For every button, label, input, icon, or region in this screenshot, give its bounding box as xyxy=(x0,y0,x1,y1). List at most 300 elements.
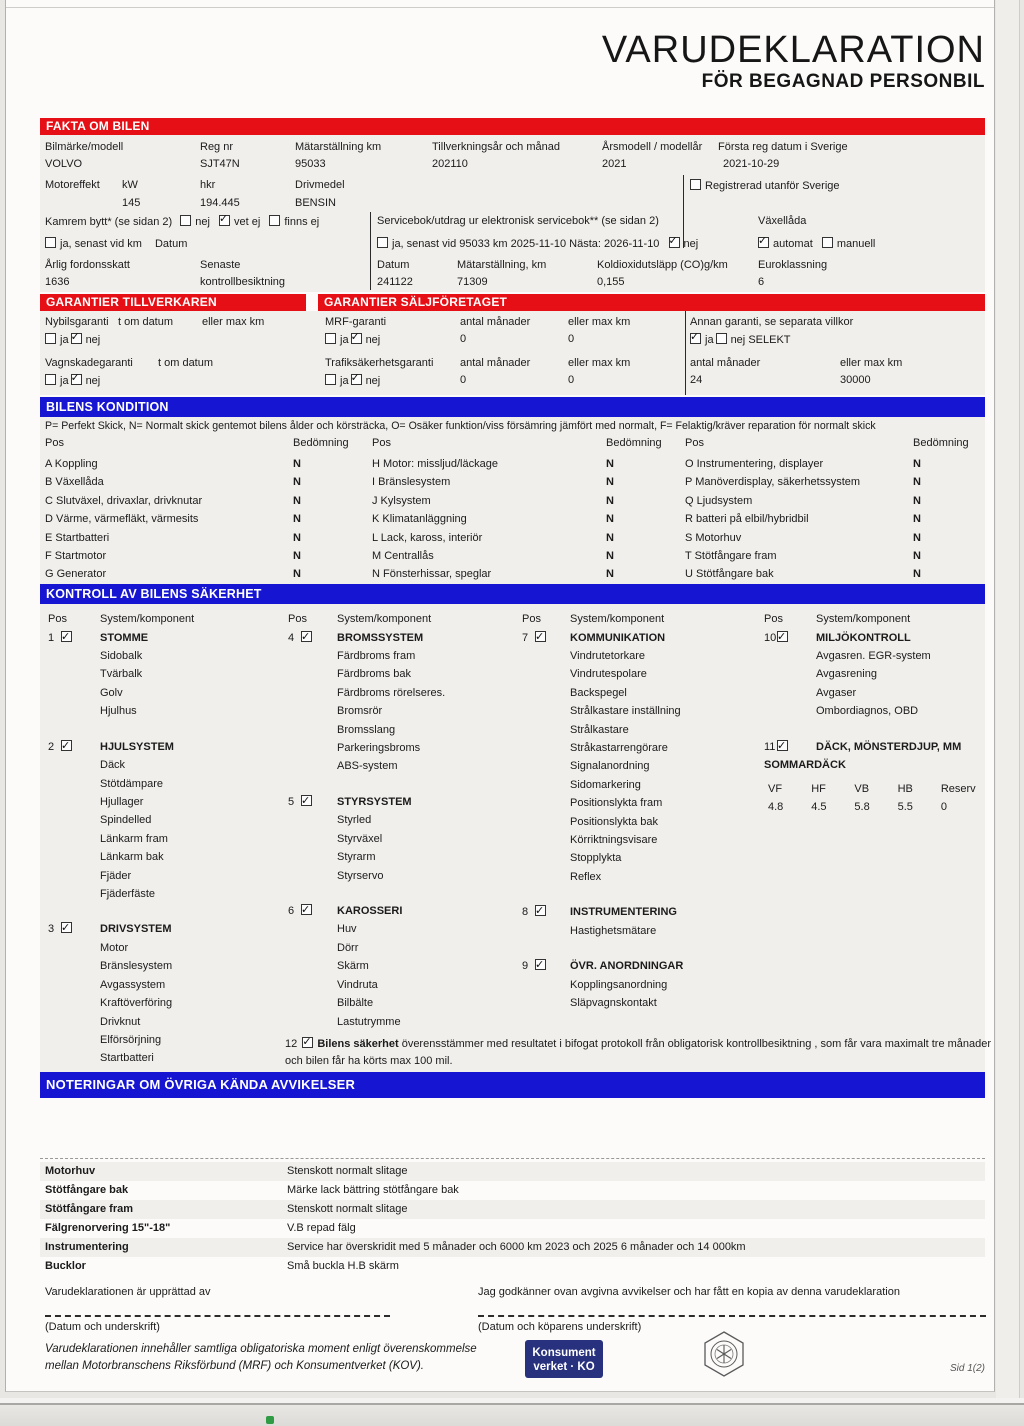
kondition-grade: N xyxy=(606,476,614,489)
component-item: Styrarm xyxy=(337,851,376,864)
kamrem-finnsej-checkbox[interactable] xyxy=(269,215,280,226)
kondition-section xyxy=(40,417,985,584)
garantier-section xyxy=(40,311,985,395)
matarstallning-label: Mätarställning km xyxy=(295,141,382,153)
annan-manader-value: 24 xyxy=(690,374,703,386)
drivmedel-value: BENSIN xyxy=(295,197,336,209)
noteringar-row xyxy=(40,1200,985,1219)
sommardack-label: SOMMARDÄCK xyxy=(764,759,846,772)
component-item: Bilbälte xyxy=(337,997,374,1010)
item12-bold: Bilens säkerhet xyxy=(317,1038,399,1050)
divider xyxy=(685,311,686,395)
tyre-depth-value: 0 xyxy=(940,801,947,814)
page-title: VARUDEKLARATION xyxy=(601,29,985,71)
group-title: MILJÖKONTROLL xyxy=(816,631,911,644)
component-item: Vindrutespolare xyxy=(570,668,647,681)
kondition-row xyxy=(45,529,370,547)
component-item: Drivknut xyxy=(100,1015,141,1028)
euro-value: 6 xyxy=(758,276,765,288)
nej-label: nej xyxy=(730,334,746,346)
status-dot-icon xyxy=(266,1416,274,1424)
vagnskade-ja-checkbox[interactable] xyxy=(45,374,56,385)
component-item: Kopplingsanordning xyxy=(570,978,668,991)
component-item: Sidomarkering xyxy=(570,778,641,791)
trafik-label: Trafiksäkerhetsgaranti xyxy=(325,357,434,369)
kondition-row xyxy=(45,510,370,528)
component-item: Länkarm fram xyxy=(100,832,168,845)
annan-max-label: eller max km xyxy=(840,357,903,369)
kondition-grade: N xyxy=(293,568,301,581)
komponent-header: System/komponent xyxy=(570,613,665,625)
kondition-item-label: O Instrumentering, displayer xyxy=(685,458,824,470)
kommunikation-checkbox[interactable] xyxy=(535,631,546,642)
pos-header: Pos xyxy=(685,437,704,449)
sakerhet-section xyxy=(40,604,985,1072)
kondition-item-label: C Slutväxel, drivaxlar, drivknutar xyxy=(45,494,203,507)
noteringar-label: Stötfångare fram xyxy=(45,1203,134,1215)
noteringar-value: Små buckla H.B skärm xyxy=(287,1260,399,1272)
vagnskade-label: Vagnskadegaranti xyxy=(45,357,133,369)
group-title: KOMMUNIKATION xyxy=(570,631,666,644)
skatt-label: Årlig fordonsskatt xyxy=(45,259,130,271)
component-item: Strålkastare inställning xyxy=(570,705,681,718)
kondition-row xyxy=(372,510,682,528)
pos-header: Pos xyxy=(764,613,783,625)
group-pos: 10 xyxy=(764,631,777,644)
component-item: Startbatteri xyxy=(100,1052,154,1065)
kamrem-datum-label: Datum xyxy=(154,238,188,250)
kondition-item-label: P Manöverdisplay, säkerhetssystem xyxy=(685,476,861,489)
karosseri-checkbox[interactable] xyxy=(301,904,312,915)
regnr-label: Reg nr xyxy=(200,141,234,153)
group-ovr-anordningar xyxy=(522,957,747,1012)
trafik-manader-value: 0 xyxy=(460,374,467,386)
euro-label: Euroklassning xyxy=(758,259,828,271)
service-nej-label: nej xyxy=(683,238,699,250)
kondition-row xyxy=(45,565,370,583)
nybils-nej-checkbox[interactable] xyxy=(71,333,82,344)
arsmodell-value: 2021 xyxy=(602,158,627,170)
divider xyxy=(370,212,371,290)
kondition-item-label: D Värme, värmefläkt, värmesits xyxy=(45,513,199,526)
group-pos: 1 xyxy=(48,631,55,644)
kondition-item-label: F Startmotor xyxy=(45,549,107,562)
component-item: Färdbroms bak xyxy=(337,668,411,681)
co2-value: 0,155 xyxy=(597,276,625,288)
hkr-label: hkr xyxy=(200,179,216,191)
group-kommunikation xyxy=(522,629,747,887)
component-item: Elförsörjning xyxy=(100,1033,162,1046)
annan-extra-value: SELEKT xyxy=(748,334,791,346)
badge-line1: Konsument xyxy=(532,1347,596,1359)
instrumentering-checkbox[interactable] xyxy=(535,905,546,916)
kondition-row xyxy=(372,547,682,565)
noteringar-row xyxy=(40,1257,985,1276)
component-item: Ombordiagnos, OBD xyxy=(816,705,919,718)
kamrem-label: Kamrem bytt* (se sidan 2) xyxy=(45,216,173,228)
bilmarke-value: VOLVO xyxy=(45,158,83,170)
annan-manader-label: antal månader xyxy=(690,357,761,369)
kondition-item-label: M Centrallås xyxy=(372,549,434,562)
component-item: Golv xyxy=(100,686,123,699)
senaste-label2: kontrollbesiktning xyxy=(200,276,285,288)
kondition-item-label: N Fönsterhissar, speglar xyxy=(372,568,492,581)
group-pos: 6 xyxy=(288,904,295,917)
component-item: Tvärbalk xyxy=(100,668,143,681)
component-item: Hjullager xyxy=(100,795,144,808)
mrf-nej-checkbox[interactable] xyxy=(351,333,362,344)
kondition-row xyxy=(45,473,370,491)
reg-utanfor-checkbox[interactable] xyxy=(690,179,701,190)
mrf-max-label: eller max km xyxy=(568,316,631,328)
pos-header: Pos xyxy=(45,437,64,449)
kondition-row xyxy=(372,529,682,547)
hjulsystem-checkbox[interactable] xyxy=(61,740,72,751)
group-title: DRIVSYSTEM xyxy=(100,923,172,936)
group-title: STOMME xyxy=(100,631,149,644)
kondition-item-label: R batteri på elbil/hybridbil xyxy=(685,513,809,526)
group-title: INSTRUMENTERING xyxy=(570,906,677,919)
kamrem-ja-checkbox[interactable] xyxy=(45,237,56,248)
motoreffekt-label: Motoreffekt xyxy=(45,179,100,191)
page-top-border xyxy=(6,7,994,8)
trafik-nej-checkbox[interactable] xyxy=(351,374,362,385)
bedomning-header: Bedömning xyxy=(913,437,969,449)
kondition-row xyxy=(45,492,370,510)
component-item: Släpvagnskontakt xyxy=(570,997,657,1010)
matarstallning2-label: Mätarställning, km xyxy=(457,259,547,271)
kamrem-finnsej-label: finns ej xyxy=(284,216,320,228)
kondition-grade: N xyxy=(606,513,614,526)
kamrem-nej-checkbox[interactable] xyxy=(180,215,191,226)
kondition-item-label: J Kylsystem xyxy=(372,494,431,507)
kondition-grade: N xyxy=(606,458,614,470)
noteringar-row xyxy=(40,1219,985,1238)
bottom-scrollbar[interactable] xyxy=(0,1405,1024,1426)
nybils-tom-label: t om datum xyxy=(118,316,174,328)
noteringar-label: Instrumentering xyxy=(45,1241,129,1253)
nybils-max-label: eller max km xyxy=(202,316,265,328)
component-item: Bränslesystem xyxy=(100,960,173,973)
garantier-tillverkaren-banner: GARANTIER TILLVERKAREN xyxy=(40,294,306,311)
noteringar-value: Stenskott normalt slitage xyxy=(287,1165,408,1177)
tyre-depth-value: 4.8 xyxy=(768,801,784,814)
noteringar-label: Motorhuv xyxy=(45,1165,96,1177)
group-pos: 11 xyxy=(764,740,776,753)
matarstallning2-value: 71309 xyxy=(457,276,488,288)
senaste-label: Senaste xyxy=(200,259,241,271)
item12-checkbox[interactable] xyxy=(302,1037,313,1048)
kondition-item-label: E Startbatteri xyxy=(45,531,110,544)
ja-label: ja xyxy=(60,334,69,346)
kondition-grade: N xyxy=(606,568,614,581)
noteringar-value: Stenskott normalt slitage xyxy=(287,1203,408,1215)
service-nej-checkbox[interactable] xyxy=(669,237,680,248)
nybils-label: Nybilsgaranti xyxy=(45,316,109,328)
datum-label: Datum xyxy=(377,259,410,271)
ja-label: ja xyxy=(60,375,69,387)
component-item: Länkarm bak xyxy=(100,851,164,864)
component-item: Fjäderfäste xyxy=(100,887,156,900)
component-item: Spindelled xyxy=(100,814,152,827)
tyre-position-label: Reserv xyxy=(940,783,976,796)
ovr-anordningar-checkbox[interactable] xyxy=(535,959,546,970)
service-ja-checkbox[interactable] xyxy=(377,237,388,248)
component-item: Bromsrör xyxy=(337,705,383,718)
service-label: Servicebok/utdrag ur elektronisk servicebok** (se sidan 2) xyxy=(377,215,659,227)
prepared-by-label: Varudeklarationen är upprättad av xyxy=(45,1286,211,1298)
kondition-item-label: I Bränslesystem xyxy=(372,476,451,489)
tyre-position-label: HB xyxy=(897,783,913,796)
sakerhet-column-2 xyxy=(288,610,513,1031)
vagnskade-tom-label: t om datum xyxy=(158,357,214,369)
noteringar-banner: NOTERINGAR OM ÖVRIGA KÄNDA AVVIKELSER xyxy=(40,1072,985,1098)
kondition-row xyxy=(685,510,985,528)
group-hjulsystem xyxy=(48,738,283,904)
nej-label: nej xyxy=(85,375,101,387)
component-item: Däck xyxy=(100,759,126,772)
kamrem-nej-label: nej xyxy=(195,216,210,228)
sakerhet-column-4 xyxy=(764,610,984,816)
tyre-depth-value: 5.8 xyxy=(854,801,870,814)
component-item: Signalanordning xyxy=(570,760,650,773)
kondition-grade: N xyxy=(606,494,614,507)
group-pos: 8 xyxy=(522,906,529,919)
kamrem-vetej-checkbox[interactable] xyxy=(219,215,230,226)
ja-label: ja xyxy=(340,375,349,387)
component-item: Avgassystem xyxy=(100,978,166,991)
kondition-grade: N xyxy=(293,458,301,470)
noteringar-value: Märke lack bättring stötfångare bak xyxy=(287,1184,459,1196)
trafik-ja-checkbox[interactable] xyxy=(325,374,336,385)
legal-text-line2: mellan Motorbranschens Riksförbund (MRF) och Konsumentverket (KOV). xyxy=(45,1360,425,1372)
mrf-logo-icon xyxy=(700,1330,748,1383)
kondition-grade: N xyxy=(913,531,921,544)
komponent-header: System/komponent xyxy=(100,613,195,625)
group-pos: 4 xyxy=(288,631,295,644)
noteringar-label: Bucklor xyxy=(45,1260,86,1272)
datum-value: 241122 xyxy=(377,276,413,288)
component-item: ABS-system xyxy=(337,760,398,773)
group-title: DÄCK, MÖNSTERDJUP, MM xyxy=(816,740,962,753)
komponent-header: System/komponent xyxy=(337,613,432,625)
mrf-label: MRF-garanti xyxy=(325,316,387,328)
trafik-max-value: 0 xyxy=(568,374,575,386)
mrf-manader-label: antal månader xyxy=(460,316,531,328)
noteringar-value: V.B repad fälg xyxy=(287,1222,356,1234)
kondition-item-label: K Klimatanläggning xyxy=(372,513,467,526)
approve-label: Jag godkänner ovan avgivna avvikelser och har fått en kopia av denna varudeklaration xyxy=(478,1286,900,1298)
kondition-row xyxy=(685,455,985,473)
annan-max-value: 30000 xyxy=(840,374,871,386)
component-item: Parkeringsbroms xyxy=(337,742,421,755)
styrsystem-checkbox[interactable] xyxy=(301,795,312,806)
forstareg-label: Första reg datum i Sverige xyxy=(718,141,848,153)
tyre-depth-value: 4.5 xyxy=(811,801,827,814)
component-item: Avgasren. EGR-system xyxy=(816,650,931,662)
kondition-grade: N xyxy=(913,458,921,470)
tyre-depth-value: 5.5 xyxy=(897,801,913,814)
kondition-grade: N xyxy=(293,494,301,507)
sakerhet-column-1 xyxy=(48,610,283,1068)
legal-text-line1: Varudeklarationen innehåller samtliga obligatoriska moment enligt överenskommelse xyxy=(45,1343,477,1355)
kondition-item-label: H Motor: missljud/läckage xyxy=(372,458,498,470)
annan-nej-checkbox[interactable] xyxy=(716,333,727,344)
component-item: Kraftöverföring xyxy=(100,997,173,1010)
noteringar-row xyxy=(40,1181,985,1200)
kondition-item-label: U Stötfångare bak xyxy=(685,568,774,581)
group-pos: 3 xyxy=(48,923,55,936)
tillverkning-label: Tillverkningsår och månad xyxy=(432,141,560,153)
kondition-item-label: G Generator xyxy=(45,568,107,581)
document-title-block xyxy=(602,30,985,94)
item12-statement xyxy=(285,1036,999,1070)
kondition-item-label: Q Ljudsystem xyxy=(685,494,753,507)
kondition-row xyxy=(372,565,682,583)
vaxellada-automat-label: automat xyxy=(773,238,813,250)
sign-right-label: (Datum och köparens underskrift) xyxy=(478,1321,642,1333)
kondition-grade: N xyxy=(913,476,921,489)
group-title: HJULSYSTEM xyxy=(100,740,174,753)
component-item: Motor xyxy=(100,941,129,954)
vagnskade-nej-checkbox[interactable] xyxy=(71,374,82,385)
bromssystem-checkbox[interactable] xyxy=(301,631,312,642)
kondition-row xyxy=(45,547,370,565)
noteringar-value: Service har överskridit med 5 månader och 6000 km 2023 och 2025 6 månader och 14 000km xyxy=(287,1241,746,1253)
konsumentverket-logo xyxy=(525,1340,603,1378)
group-styrsystem xyxy=(288,793,513,885)
pos-header: Pos xyxy=(48,613,67,625)
drivsystem-checkbox[interactable] xyxy=(61,922,72,933)
kondition-row xyxy=(685,473,985,491)
component-item: Bromsslang xyxy=(337,723,396,736)
component-item: Stopplykta xyxy=(570,852,622,865)
mrf-ja-checkbox[interactable] xyxy=(325,333,336,344)
component-item: Färdbroms fram xyxy=(337,650,416,662)
component-item: Positionslykta bak xyxy=(570,815,659,828)
stomme-checkbox[interactable] xyxy=(61,631,72,642)
kw-label: kW xyxy=(122,179,138,191)
kondition-grade: N xyxy=(606,531,614,544)
signature-line-buyer xyxy=(478,1315,986,1317)
sakerhet-banner: KONTROLL AV BILENS SÄKERHET xyxy=(40,584,985,604)
sign-left-label: (Datum och underskrift) xyxy=(45,1321,160,1333)
service-ja-label: ja, senast vid 95033 km 2025-11-10 Nästa: 2026-11-10 xyxy=(392,238,660,250)
group-pos: 7 xyxy=(522,631,529,644)
signature-line-seller xyxy=(45,1315,390,1317)
noteringar-row xyxy=(40,1162,985,1181)
nybils-ja-checkbox[interactable] xyxy=(45,333,56,344)
kondition-item-label: A Koppling xyxy=(45,458,98,470)
kondition-row xyxy=(45,455,370,473)
component-item: Vindrutetorkare xyxy=(570,650,646,662)
tyre-position-label: VB xyxy=(854,783,870,796)
group-title: STYRSYSTEM xyxy=(337,795,412,808)
component-item: Lastutrymme xyxy=(337,1015,401,1028)
vaxellada-label: Växellåda xyxy=(758,215,807,227)
reg-utanfor-label: Registrerad utanför Sverige xyxy=(705,180,840,192)
component-item: Fjäder xyxy=(100,869,132,882)
kondition-grade: N xyxy=(293,549,301,562)
kondition-row xyxy=(372,492,682,510)
kondition-column-1 xyxy=(45,455,370,584)
vaxellada-manuell-checkbox[interactable] xyxy=(822,237,833,248)
kamrem-vetej-label: vet ej xyxy=(233,216,261,228)
regnr-value: SJT47N xyxy=(200,158,240,170)
kondition-item-label: B Växellåda xyxy=(45,476,104,489)
kondition-banner: BILENS KONDITION xyxy=(40,397,985,417)
kondition-row xyxy=(372,455,682,473)
ja-label: ja xyxy=(340,334,349,346)
group-bromssystem xyxy=(288,629,513,776)
bedomning-header: Bedömning xyxy=(293,437,349,449)
kw-value: 145 xyxy=(122,197,141,209)
drivmedel-label: Drivmedel xyxy=(295,179,345,191)
component-item: Stötdämpare xyxy=(100,777,163,790)
component-item: Reflex xyxy=(570,870,602,883)
kondition-grade: N xyxy=(913,513,921,526)
group-pos: 9 xyxy=(522,960,529,973)
vaxellada-automat-checkbox[interactable] xyxy=(758,237,769,248)
vertical-scrollbar-track[interactable] xyxy=(996,0,1020,1398)
noteringar-label: Fälgrenorvering 15"-18" xyxy=(45,1222,171,1234)
component-item: Dörr xyxy=(337,941,359,954)
tyre-header-row xyxy=(768,780,984,798)
group-title: ÖVR. ANORDNINGAR xyxy=(570,960,684,973)
badge-line2: verket · KO xyxy=(533,1361,595,1373)
group-drivsystem xyxy=(48,920,283,1067)
mrf-max-value: 0 xyxy=(568,333,575,345)
kondition-grade: N xyxy=(293,476,301,489)
sakerhet-column-3 xyxy=(522,610,747,1013)
group-instrumentering xyxy=(522,903,747,940)
page-subtitle: FÖR BEGAGNAD PERSONBIL xyxy=(701,71,985,92)
kondition-item-label: L Lack, kaross, interiör xyxy=(372,531,483,544)
component-item: Avgasrening xyxy=(816,668,877,681)
component-item: Strålkastare xyxy=(570,723,629,736)
group-dack xyxy=(764,738,984,817)
annan-ja-checkbox[interactable] xyxy=(690,333,701,344)
trafik-max-label: eller max km xyxy=(568,357,631,369)
group-title: BROMSSYSTEM xyxy=(337,631,424,644)
component-item: Sidobalk xyxy=(100,650,143,662)
dack-checkbox[interactable] xyxy=(777,740,788,751)
pos-header: Pos xyxy=(522,613,541,625)
kondition-grade: N xyxy=(293,531,301,544)
kondition-legend: P= Perfekt Skick, N= Normalt skick gentemot bilens ålder och körsträcka, O= Osäker funktion/viss försämring jämfört med normalt, F= Felaktig/kräver reparation för normalt skick xyxy=(45,420,876,432)
component-item: Styrväxel xyxy=(337,832,383,845)
component-item: Huv xyxy=(337,923,357,936)
bedomning-header: Bedömning xyxy=(606,437,662,449)
component-item: Hastighetsmätare xyxy=(570,924,657,937)
bilmarke-label: Bilmärke/modell xyxy=(45,141,124,153)
komponent-header: System/komponent xyxy=(816,613,911,625)
skatt-value: 1636 xyxy=(45,276,70,288)
kondition-row xyxy=(372,473,682,491)
matarstallning-value: 95033 xyxy=(295,158,326,170)
component-item: Vindruta xyxy=(337,978,378,991)
arsmodell-label: Årsmodell / modellår xyxy=(602,141,703,153)
kondition-grade: N xyxy=(913,568,921,581)
group-karosseri xyxy=(288,902,513,1031)
trafik-manader-label: antal månader xyxy=(460,357,531,369)
garantier-saljforetaget-banner: GARANTIER SÄLJFÖRETAGET xyxy=(318,294,985,311)
group-pos: 2 xyxy=(48,740,55,753)
component-item: Hjulhus xyxy=(100,705,137,718)
fakta-banner: FAKTA OM BILEN xyxy=(40,118,985,135)
miljokontroll-checkbox[interactable] xyxy=(777,631,788,642)
mrf-manader-value: 0 xyxy=(460,333,467,345)
